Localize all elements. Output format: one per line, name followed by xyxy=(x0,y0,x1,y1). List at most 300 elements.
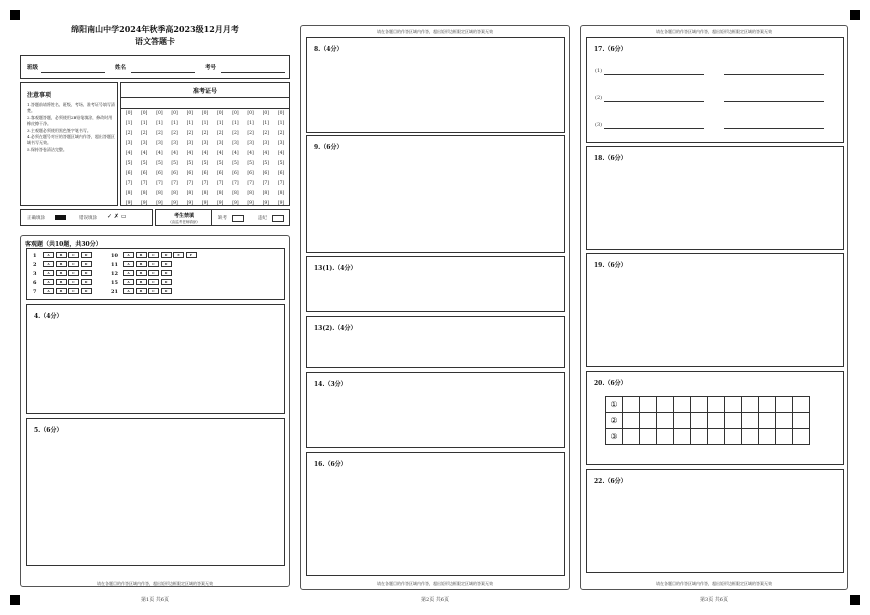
zkz-bubble[interactable]: [9] xyxy=(141,201,148,206)
forbid-box xyxy=(155,209,290,226)
zkz-bubble[interactable]: [1] xyxy=(125,121,133,126)
zkz-bubble[interactable]: [8] xyxy=(232,191,239,196)
zkz-bubble[interactable]: [5] xyxy=(156,161,163,166)
notice-box xyxy=(20,82,118,206)
q17-line[interactable] xyxy=(604,128,704,129)
q17-line[interactable] xyxy=(724,74,824,75)
question-number: 21 xyxy=(111,288,118,295)
q4-label: 4.（4分） xyxy=(34,313,63,320)
option-bubble[interactable]: A xyxy=(43,270,54,276)
option-bubble[interactable]: C xyxy=(148,288,159,294)
zkz-column[interactable] xyxy=(169,109,181,209)
zkz-column[interactable] xyxy=(153,109,165,209)
page2-warning-bottom: 请在各题目的作答区域内作答，超出矩形边框限定区域的答案无效 xyxy=(377,581,493,586)
q17-answer-area[interactable] xyxy=(586,37,844,143)
zkz-bubble[interactable]: [1] xyxy=(141,121,148,126)
zkz-bubble[interactable]: [6] xyxy=(247,171,254,176)
option-bubble[interactable]: C xyxy=(148,252,159,258)
forbid-title: 考生禁填 xyxy=(173,213,194,219)
option-bubble[interactable]: D xyxy=(81,279,92,285)
q20-grid-cell[interactable] xyxy=(793,397,810,413)
option-bubble[interactable]: D xyxy=(81,261,92,267)
class-field[interactable] xyxy=(41,72,105,73)
zkz-bubble[interactable]: [4] xyxy=(277,151,285,156)
name-field[interactable] xyxy=(131,72,195,73)
q20-grid-cell[interactable] xyxy=(776,413,793,429)
correct-fill-sample xyxy=(55,215,66,220)
q9-answer-area[interactable] xyxy=(306,135,565,253)
zkz-bubble[interactable]: [8] xyxy=(125,191,133,196)
zkz-bubble[interactable]: [8] xyxy=(156,191,163,196)
notice-item: 4.必须在题号对应的答题区域内作答，超出答题区域书写无效。 xyxy=(27,134,115,146)
option-bubble[interactable]: C xyxy=(68,270,79,276)
q4-answer-area[interactable] xyxy=(26,304,285,414)
q20-grid-cell[interactable] xyxy=(793,429,810,445)
zkz-bubble[interactable]: [5] xyxy=(171,161,178,166)
objective-title: 客观题（共10题，共30分） xyxy=(25,241,102,248)
page3-footer: 第3页 共6页 xyxy=(700,597,728,603)
q20-grid-cell[interactable] xyxy=(674,429,691,445)
option-bubble[interactable]: B xyxy=(56,288,67,294)
q5-answer-area[interactable] xyxy=(26,418,285,566)
corner-mark-tl xyxy=(10,10,20,20)
option-bubble[interactable]: D xyxy=(161,288,172,294)
zkz-bubble[interactable]: [4] xyxy=(171,151,178,156)
q20-grid-cell[interactable] xyxy=(640,413,657,429)
zkz-bubble[interactable]: [9] xyxy=(262,201,269,206)
zkz-column[interactable] xyxy=(245,109,257,209)
question-number: 3 xyxy=(33,270,37,277)
zkz-bubble[interactable]: [7] xyxy=(186,181,193,186)
zkz-bubble[interactable]: [5] xyxy=(217,161,224,166)
zkz-bubble[interactable]: [6] xyxy=(232,171,239,176)
correct-fill-label: 正确填涂 xyxy=(27,216,45,221)
zkz-bubble[interactable]: [6] xyxy=(156,171,163,176)
zkz-bubble[interactable]: [8] xyxy=(277,191,285,196)
zkz-bubble[interactable]: [1] xyxy=(171,121,178,126)
q20-grid-cell[interactable] xyxy=(708,429,725,445)
q20-label: 20.（6分） xyxy=(594,380,627,387)
page3-warning-bottom: 请在各题目的作答区域内作答，超出矩形边框限定区域的答案无效 xyxy=(656,581,772,586)
option-bubble[interactable]: D xyxy=(81,252,92,258)
page2-footer: 第2页 共6页 xyxy=(421,597,449,603)
zkz-column[interactable] xyxy=(275,109,287,209)
question-number: 6 xyxy=(33,279,37,286)
q20-grid-cell[interactable] xyxy=(657,413,674,429)
notice-title: 注意事项 xyxy=(27,92,52,99)
q20-grid-cell[interactable] xyxy=(691,429,708,445)
question-number: 1 xyxy=(33,252,37,259)
q20-grid-cell[interactable] xyxy=(674,397,691,413)
option-bubble[interactable]: B xyxy=(56,270,67,276)
zkz-bubble[interactable]: [4] xyxy=(247,151,254,156)
zkz-bubble[interactable]: [0] xyxy=(232,111,239,116)
objective-answers xyxy=(26,248,285,300)
q20-grid-cell[interactable] xyxy=(742,413,759,429)
option-bubble[interactable]: A xyxy=(43,252,54,258)
zkz-bubble[interactable]: [8] xyxy=(141,191,148,196)
q20-row-label: ③ xyxy=(606,429,623,445)
zkz-bubble[interactable]: [3] xyxy=(201,141,209,146)
option-bubble[interactable]: A xyxy=(123,288,134,294)
q18-label: 18.（6分） xyxy=(594,155,627,162)
q20-grid-cell[interactable] xyxy=(674,413,691,429)
option-bubble[interactable]: F xyxy=(186,252,197,258)
zkz-bubble[interactable]: [0] xyxy=(217,111,224,116)
option-bubble[interactable]: D xyxy=(161,270,172,276)
q20-grid-cell[interactable] xyxy=(793,413,810,429)
zkz-bubble[interactable]: [7] xyxy=(262,181,269,186)
zkz-bubble[interactable]: [4] xyxy=(201,151,209,156)
q5-label: 5.（6分） xyxy=(34,427,63,434)
zkz-box xyxy=(120,82,290,206)
page3-warning-top: 请在各题目的作答区域内作答，超出矩形边框限定区域的答案无效 xyxy=(656,29,772,34)
q17-line[interactable] xyxy=(604,74,704,75)
option-bubble[interactable]: D xyxy=(161,252,172,258)
student-info-box xyxy=(20,55,290,79)
option-bubble[interactable]: C xyxy=(68,261,79,267)
zkz-bubble[interactable]: [6] xyxy=(141,171,148,176)
zkz-bubble[interactable]: [7] xyxy=(217,181,224,186)
option-bubble[interactable]: A xyxy=(123,252,134,258)
zkz-bubble[interactable]: [1] xyxy=(232,121,239,126)
zkz-bubble[interactable]: [9] xyxy=(277,201,285,206)
option-bubble[interactable]: B xyxy=(136,261,147,267)
q16-answer-area[interactable] xyxy=(306,452,565,576)
zkz-bubble[interactable]: [7] xyxy=(141,181,148,186)
zkz-bubble[interactable]: [4] xyxy=(125,151,133,156)
zkz-bubble[interactable]: [6] xyxy=(262,171,269,176)
option-bubble[interactable]: C xyxy=(148,261,159,267)
zkz-bubble[interactable]: [3] xyxy=(156,141,163,146)
zkz-bubble[interactable]: [1] xyxy=(247,121,254,126)
zkz-bubble[interactable]: [0] xyxy=(141,111,148,116)
objective-row xyxy=(33,288,173,295)
q20-grid-cell[interactable] xyxy=(657,397,674,413)
zkz-bubble[interactable]: [8] xyxy=(201,191,209,196)
zkz-bubble[interactable]: [8] xyxy=(186,191,193,196)
q20-grid[interactable] xyxy=(605,396,810,445)
zkz-bubble[interactable]: [7] xyxy=(201,181,209,186)
zkz-bubble[interactable]: [3] xyxy=(217,141,224,146)
absent-checkbox[interactable] xyxy=(232,215,244,222)
q20-row-label: ① xyxy=(606,397,623,413)
zkz-bubble[interactable]: [3] xyxy=(171,141,178,146)
zkz-column[interactable] xyxy=(260,109,272,209)
wrong-fill-samples: ✓ ✗ ▭ xyxy=(107,213,127,220)
q22-answer-area[interactable] xyxy=(586,469,844,573)
zkz-bubble[interactable]: [7] xyxy=(171,181,178,186)
zkz-column[interactable] xyxy=(199,109,211,209)
page1-footer: 第1页 共6页 xyxy=(141,597,169,603)
option-bubble[interactable]: C xyxy=(68,288,79,294)
zkz-bubble[interactable]: [8] xyxy=(217,191,224,196)
question-number: 12 xyxy=(111,270,118,277)
q20-grid-cell[interactable] xyxy=(708,413,725,429)
page2-warning-top: 请在各题目的作答区域内作答，超出矩形边框限定区域的答案无效 xyxy=(377,29,493,34)
notice-item: 1.答题前请将姓名、班级、考场、准考证号填写清楚。 xyxy=(27,102,115,114)
option-bubble[interactable]: D xyxy=(81,270,92,276)
q20-grid-cell[interactable] xyxy=(708,397,725,413)
class-label: 班级 xyxy=(27,65,39,71)
zkz-bubble[interactable]: [1] xyxy=(186,121,193,126)
q20-grid-cell[interactable] xyxy=(640,429,657,445)
option-bubble[interactable]: B xyxy=(136,252,147,258)
option-bubble[interactable]: B xyxy=(136,279,147,285)
option-bubble[interactable]: C xyxy=(148,279,159,285)
q13-1-label: 13(1).（4分） xyxy=(314,265,357,272)
wrong-fill-label: 错误填涂 xyxy=(79,216,97,221)
zkz-bubble[interactable]: [0] xyxy=(247,111,254,116)
q20-grid-cell[interactable] xyxy=(725,413,742,429)
zkz-bubble[interactable]: [3] xyxy=(125,141,133,146)
zkz-bubble[interactable]: [9] xyxy=(201,201,209,206)
name-label: 姓名 xyxy=(115,65,127,71)
q20-grid-cell[interactable] xyxy=(759,397,776,413)
option-bubble[interactable]: C xyxy=(68,252,79,258)
q20-grid-cell[interactable] xyxy=(691,413,708,429)
zkz-bubble[interactable]: [8] xyxy=(262,191,269,196)
page3-frame xyxy=(580,25,848,590)
objective-row xyxy=(33,252,198,259)
question-number: 10 xyxy=(111,252,118,259)
q19-label: 19.（6分） xyxy=(594,262,627,269)
page1-warning: 请在各题目的作答区域内作答，超出矩形边框限定区域的答案无效 xyxy=(97,581,213,586)
q20-grid-cell[interactable] xyxy=(742,429,759,445)
zkz-bubble[interactable]: [5] xyxy=(262,161,269,166)
zkz-bubble[interactable]: [3] xyxy=(141,141,148,146)
zkz-bubble[interactable]: [4] xyxy=(156,151,163,156)
page2-frame xyxy=(300,25,570,590)
q16-label: 16.（6分） xyxy=(314,461,347,468)
zkz-bubble[interactable]: [7] xyxy=(232,181,239,186)
zkz-bubble[interactable]: [6] xyxy=(125,171,133,176)
zkz-bubble[interactable]: [2] xyxy=(201,131,209,136)
zkz-bubble[interactable]: [9] xyxy=(156,201,163,206)
zkz-bubble[interactable]: [5] xyxy=(247,161,254,166)
zkz-bubble[interactable]: [5] xyxy=(232,161,239,166)
zkz-bubble[interactable]: [2] xyxy=(141,131,148,136)
q20-grid-cell[interactable] xyxy=(725,397,742,413)
zkz-bubble[interactable]: [4] xyxy=(141,151,148,156)
exam-no-label: 考号 xyxy=(205,65,217,71)
zkz-bubble[interactable]: [3] xyxy=(186,141,193,146)
zkz-bubble[interactable]: [8] xyxy=(247,191,254,196)
zkz-bubble[interactable]: [4] xyxy=(186,151,193,156)
q17-line[interactable] xyxy=(724,101,824,102)
q20-grid-cell[interactable] xyxy=(623,397,640,413)
option-bubble[interactable]: E xyxy=(173,252,184,258)
q20-grid-cell[interactable] xyxy=(776,397,793,413)
question-number: 2 xyxy=(33,261,37,268)
question-number: 11 xyxy=(111,261,118,268)
zkz-bubble[interactable]: [1] xyxy=(262,121,269,126)
cheat-checkbox[interactable] xyxy=(272,215,284,222)
q20-grid-cell[interactable] xyxy=(640,397,657,413)
zkz-header-row xyxy=(121,97,289,109)
zkz-grid[interactable] xyxy=(121,109,289,205)
notice-item: 2.客观题答题，必须使用2B铅笔填涂，修改时用橡皮擦干净。 xyxy=(27,114,113,127)
zkz-title: 准考证号 xyxy=(192,88,217,95)
q20-grid-cell[interactable] xyxy=(725,429,742,445)
zkz-bubble[interactable]: [0] xyxy=(262,111,269,116)
zkz-bubble[interactable]: [2] xyxy=(156,131,163,136)
zkz-bubble[interactable]: [3] xyxy=(262,141,269,146)
zkz-column[interactable] xyxy=(184,109,196,209)
zkz-column[interactable] xyxy=(229,109,241,209)
q20-grid-cell[interactable] xyxy=(691,397,708,413)
q20-grid-row xyxy=(606,397,810,413)
zkz-bubble[interactable]: [2] xyxy=(232,131,239,136)
absent-label: 缺考 xyxy=(218,216,227,221)
q20-grid-cell[interactable] xyxy=(776,429,793,445)
zkz-bubble[interactable]: [0] xyxy=(156,111,163,116)
zkz-bubble[interactable]: [7] xyxy=(125,181,133,186)
q20-grid-row xyxy=(606,413,810,429)
zkz-bubble[interactable]: [3] xyxy=(247,141,254,146)
option-bubble[interactable]: B xyxy=(56,252,67,258)
zkz-bubble[interactable]: [5] xyxy=(201,161,209,166)
corner-mark-br xyxy=(850,595,860,605)
zkz-bubble[interactable]: [9] xyxy=(217,201,224,206)
q20-grid-cell[interactable] xyxy=(623,429,640,445)
zkz-bubble[interactable]: [5] xyxy=(141,161,148,166)
zkz-bubble[interactable]: [8] xyxy=(171,191,178,196)
zkz-bubble[interactable]: [5] xyxy=(186,161,193,166)
q13-2-answer-area[interactable] xyxy=(306,316,565,368)
zkz-bubble[interactable]: [1] xyxy=(277,121,285,126)
zkz-bubble[interactable]: [4] xyxy=(232,151,239,156)
zkz-bubble[interactable]: [1] xyxy=(201,121,209,126)
q8-answer-area[interactable] xyxy=(306,37,565,133)
q17-line[interactable] xyxy=(724,128,824,129)
zkz-bubble[interactable]: [6] xyxy=(277,171,285,176)
q8-label: 8.（4分） xyxy=(314,46,343,53)
option-bubble[interactable]: D xyxy=(81,288,92,294)
option-bubble[interactable]: B xyxy=(136,270,147,276)
objective-row xyxy=(33,279,173,286)
option-bubble[interactable]: C xyxy=(68,279,79,285)
question-number: 15 xyxy=(111,279,118,286)
zkz-bubble[interactable]: [6] xyxy=(217,171,224,176)
zkz-bubble[interactable]: [3] xyxy=(232,141,239,146)
corner-mark-tr xyxy=(850,10,860,20)
zkz-bubble[interactable]: [7] xyxy=(247,181,254,186)
q18-answer-area[interactable] xyxy=(586,146,844,250)
zkz-column[interactable] xyxy=(123,109,135,209)
zkz-bubble[interactable]: [0] xyxy=(201,111,209,116)
q20-grid-cell[interactable] xyxy=(759,429,776,445)
q17-label: 17.（6分） xyxy=(594,46,627,53)
objective-row xyxy=(33,270,173,277)
cheat-label: 违纪 xyxy=(258,216,267,221)
notice-item: 5.保持答卷清洁完整。 xyxy=(27,146,67,152)
option-bubble[interactable]: D xyxy=(161,279,172,285)
zkz-bubble[interactable]: [2] xyxy=(247,131,254,136)
question-number: 7 xyxy=(33,288,37,295)
fill-example-box xyxy=(20,209,153,226)
exam-title: 绵阳南山中学2024年秋季高2023级12月月考 xyxy=(71,24,239,34)
objective-section xyxy=(20,235,290,587)
option-bubble[interactable]: D xyxy=(161,261,172,267)
zkz-bubble[interactable]: [0] xyxy=(125,111,133,116)
q20-grid-cell[interactable] xyxy=(759,413,776,429)
q20-grid-cell[interactable] xyxy=(742,397,759,413)
q20-grid-row xyxy=(606,429,810,445)
zkz-bubble[interactable]: [0] xyxy=(186,111,193,116)
zkz-bubble[interactable]: [2] xyxy=(262,131,269,136)
q14-label: 14.（3分） xyxy=(314,381,347,388)
zkz-bubble[interactable]: [7] xyxy=(277,181,285,186)
notice-item: 3.主观题必须使用黑色签字笔书写。 xyxy=(27,127,91,133)
option-bubble[interactable]: C xyxy=(148,270,159,276)
option-bubble[interactable]: B xyxy=(136,288,147,294)
zkz-bubble[interactable]: [0] xyxy=(171,111,178,116)
zkz-bubble[interactable]: [4] xyxy=(217,151,224,156)
zkz-bubble[interactable]: [9] xyxy=(186,201,193,206)
q17-line[interactable] xyxy=(604,101,704,102)
zkz-bubble[interactable]: [2] xyxy=(217,131,224,136)
q17-sub-label: (1) xyxy=(595,68,603,74)
q19-answer-area[interactable] xyxy=(586,253,844,367)
exam-subtitle: 语文答题卡 xyxy=(135,36,175,46)
zkz-bubble[interactable]: [9] xyxy=(247,201,254,206)
q14-answer-area[interactable] xyxy=(306,372,565,448)
zkz-bubble[interactable]: [1] xyxy=(156,121,163,126)
zkz-bubble[interactable]: [2] xyxy=(171,131,178,136)
exam-no-field[interactable] xyxy=(221,72,285,73)
q20-row-label: ② xyxy=(606,413,623,429)
q17-sub-label: (2) xyxy=(595,95,603,101)
zkz-bubble[interactable]: [9] xyxy=(232,201,239,206)
q17-sub-label: (3) xyxy=(595,122,603,128)
zkz-bubble[interactable]: [2] xyxy=(186,131,193,136)
option-bubble[interactable]: B xyxy=(56,279,67,285)
zkz-bubble[interactable]: [1] xyxy=(217,121,224,126)
zkz-bubble[interactable]: [5] xyxy=(277,161,285,166)
zkz-column[interactable] xyxy=(138,109,150,209)
q20-grid-cell[interactable] xyxy=(657,429,674,445)
q20-answer-area[interactable] xyxy=(586,371,844,465)
option-bubble[interactable]: A xyxy=(43,288,54,294)
option-bubble[interactable]: A xyxy=(123,270,134,276)
option-bubble[interactable]: A xyxy=(43,261,54,267)
zkz-bubble[interactable]: [5] xyxy=(125,161,133,166)
objective-row xyxy=(33,261,173,268)
option-bubble[interactable]: A xyxy=(123,279,134,285)
zkz-bubble[interactable]: [6] xyxy=(186,171,193,176)
zkz-bubble[interactable]: [0] xyxy=(277,111,285,116)
zkz-bubble[interactable]: [7] xyxy=(156,181,163,186)
zkz-bubble[interactable]: [3] xyxy=(277,141,285,146)
zkz-bubble[interactable]: [9] xyxy=(125,201,133,206)
q20-grid-cell[interactable] xyxy=(623,413,640,429)
zkz-bubble[interactable]: [4] xyxy=(262,151,269,156)
zkz-bubble[interactable]: [9] xyxy=(171,201,178,206)
option-bubble[interactable]: A xyxy=(43,279,54,285)
corner-mark-bl xyxy=(10,595,20,605)
option-bubble[interactable]: B xyxy=(56,261,67,267)
zkz-bubble[interactable]: [2] xyxy=(277,131,285,136)
q13-1-answer-area[interactable] xyxy=(306,256,565,312)
zkz-column[interactable] xyxy=(214,109,226,209)
zkz-bubble[interactable]: [6] xyxy=(171,171,178,176)
option-bubble[interactable]: A xyxy=(123,261,134,267)
zkz-bubble[interactable]: [2] xyxy=(125,131,133,136)
q22-label: 22.（6分） xyxy=(594,478,627,485)
zkz-bubble[interactable]: [6] xyxy=(201,171,209,176)
forbid-sub: (由监考老师填涂) xyxy=(170,220,198,224)
